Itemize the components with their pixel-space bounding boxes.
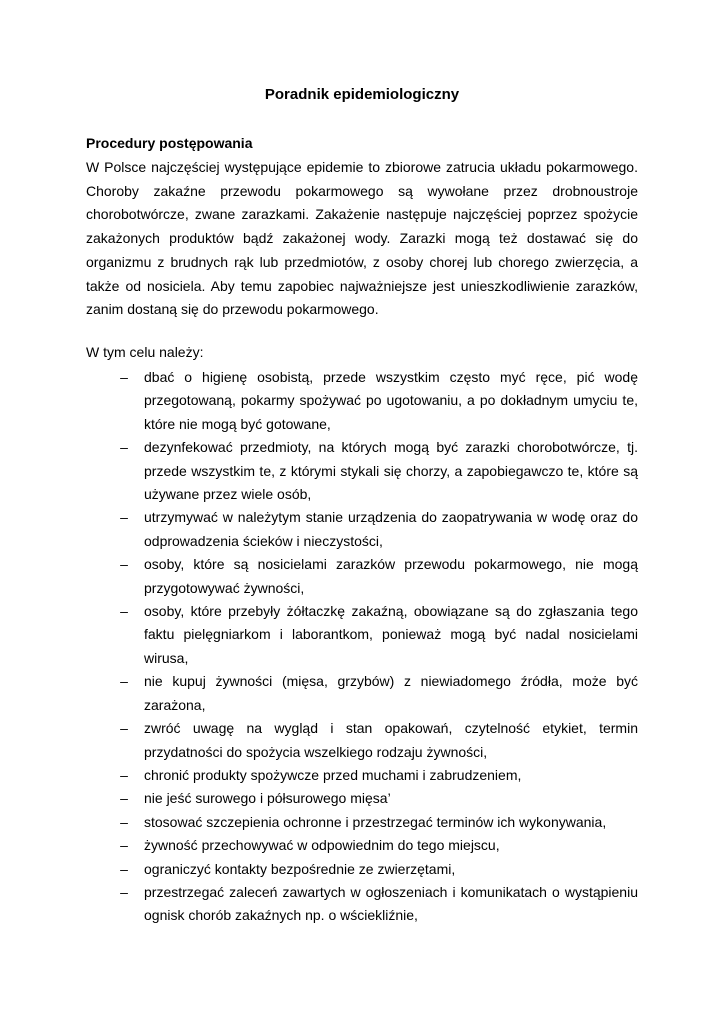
recommendation-list — [86, 366, 638, 928]
list-item — [86, 366, 638, 436]
list-item — [86, 506, 638, 553]
list-item-text: ograniczyć kontakty bezpośrednie ze zwierzętami, — [144, 860, 456, 877]
list-item — [86, 670, 638, 717]
list-item-text: zwróć uwagę na wygląd i stan opakowań, czytelność etykiet, termin przydatności do spożycia wszelkiego rodzaju żywności, — [144, 720, 638, 760]
list-lead: W tym celu należy: — [86, 344, 204, 360]
list-item — [86, 600, 638, 670]
dash-bullet-icon: – — [120, 720, 128, 737]
dash-bullet-icon: – — [120, 673, 128, 690]
list-item-text: przestrzegać zaleceń zawartych w ogłoszeniach i komunikatach o wystąpieniu ognisk chorób zakaźnych np. o wściekliźnie, — [144, 883, 638, 924]
list-item-text: nie jeść surowego i półsurowego mięsa’ — [144, 790, 391, 807]
dash-bullet-icon: – — [120, 556, 128, 573]
dash-bullet-icon: – — [120, 439, 128, 456]
list-item-text: nie kupuj żywności (mięsa, grzybów) z niewiadomego źródła, może być zarażona, — [144, 673, 638, 713]
list-item — [86, 811, 638, 834]
list-item-text: dezynfekować przedmioty, na których mogą być zarazki chorobotwórcze, tj. przede wszystkim te, z którymi stykali się chorzy, a zapobiegawczo te, które są używane przez wiele osób, — [144, 439, 638, 503]
dash-bullet-icon: – — [120, 790, 128, 807]
list-item-text: osoby, które przebyły żółtaczkę zakaźną, obowiązane są do zgłaszania tego faktu pielęgniarkom i laborantkom, ponieważ mogą być nadal nosicielami wirusa, — [144, 603, 638, 666]
list-item-text: dbać o higienę osobistą, przede wszystkim często myć ręce, pić wodę przegotowaną, pokarmy spożywać po ugotowaniu, a po dokładnym umyciu te, które nie mogą być gotowane, — [144, 369, 638, 432]
list-item-text: utrzymywać w należytym stanie urządzenia do zaopatrywania w wodę oraz do odprowadzenia ścieków i nieczystości, — [144, 509, 638, 549]
list-item-text: żywność przechowywać w odpowiednim do tego miejscu, — [144, 837, 500, 854]
intro-paragraph: W Polsce najczęściej występujące epidemie to zbiorowe zatrucia układu pokarmowego. Choroby zakaźne przewodu pokarmowego są wywołane przez drobnoustroje chorobotwórcze, zwane zarazkami. Zakażenie następuje najczęściej poprzez spożycie zakażonych produktów bądź zakażonej wody. Zarazki mogą też dostawać się do organizmu z brudnych rąk lub przedmiotów, z osoby chorej lub chorego zwierzęcia, a także od nosiciela. Aby temu zapobiec najważniejsze jest unieszkodliwienie zarazków, zanim dostaną się do przewodu pokarmowego. — [86, 159, 638, 318]
section-heading: Procedury postępowania — [86, 135, 253, 151]
dash-bullet-icon: – — [120, 603, 128, 620]
list-item — [86, 553, 638, 600]
page-title: Poradnik epidemiologiczny — [264, 86, 460, 103]
dash-bullet-icon: – — [120, 860, 128, 877]
list-item-text: stosować szczepienia ochronne i przestrzegać terminów ich wykonywania, — [144, 813, 607, 830]
dash-bullet-icon: – — [120, 837, 128, 854]
list-item — [86, 717, 638, 764]
list-item — [86, 764, 638, 787]
list-item — [86, 436, 638, 506]
dash-bullet-icon: – — [120, 813, 128, 830]
list-item — [86, 834, 638, 857]
dash-bullet-icon: – — [120, 766, 128, 783]
list-item — [86, 787, 638, 810]
list-item-text: chronić produkty spożywcze przed muchami i zabrudzeniem, — [144, 766, 522, 783]
list-item — [86, 858, 638, 881]
dash-bullet-icon: – — [120, 509, 128, 526]
list-item-text: osoby, które są nosicielami zarazków przewodu pokarmowego, nie mogą przygotowywać żywności, — [144, 556, 638, 596]
dash-bullet-icon: – — [120, 883, 128, 900]
dash-bullet-icon: – — [120, 369, 128, 385]
list-item — [86, 881, 638, 928]
